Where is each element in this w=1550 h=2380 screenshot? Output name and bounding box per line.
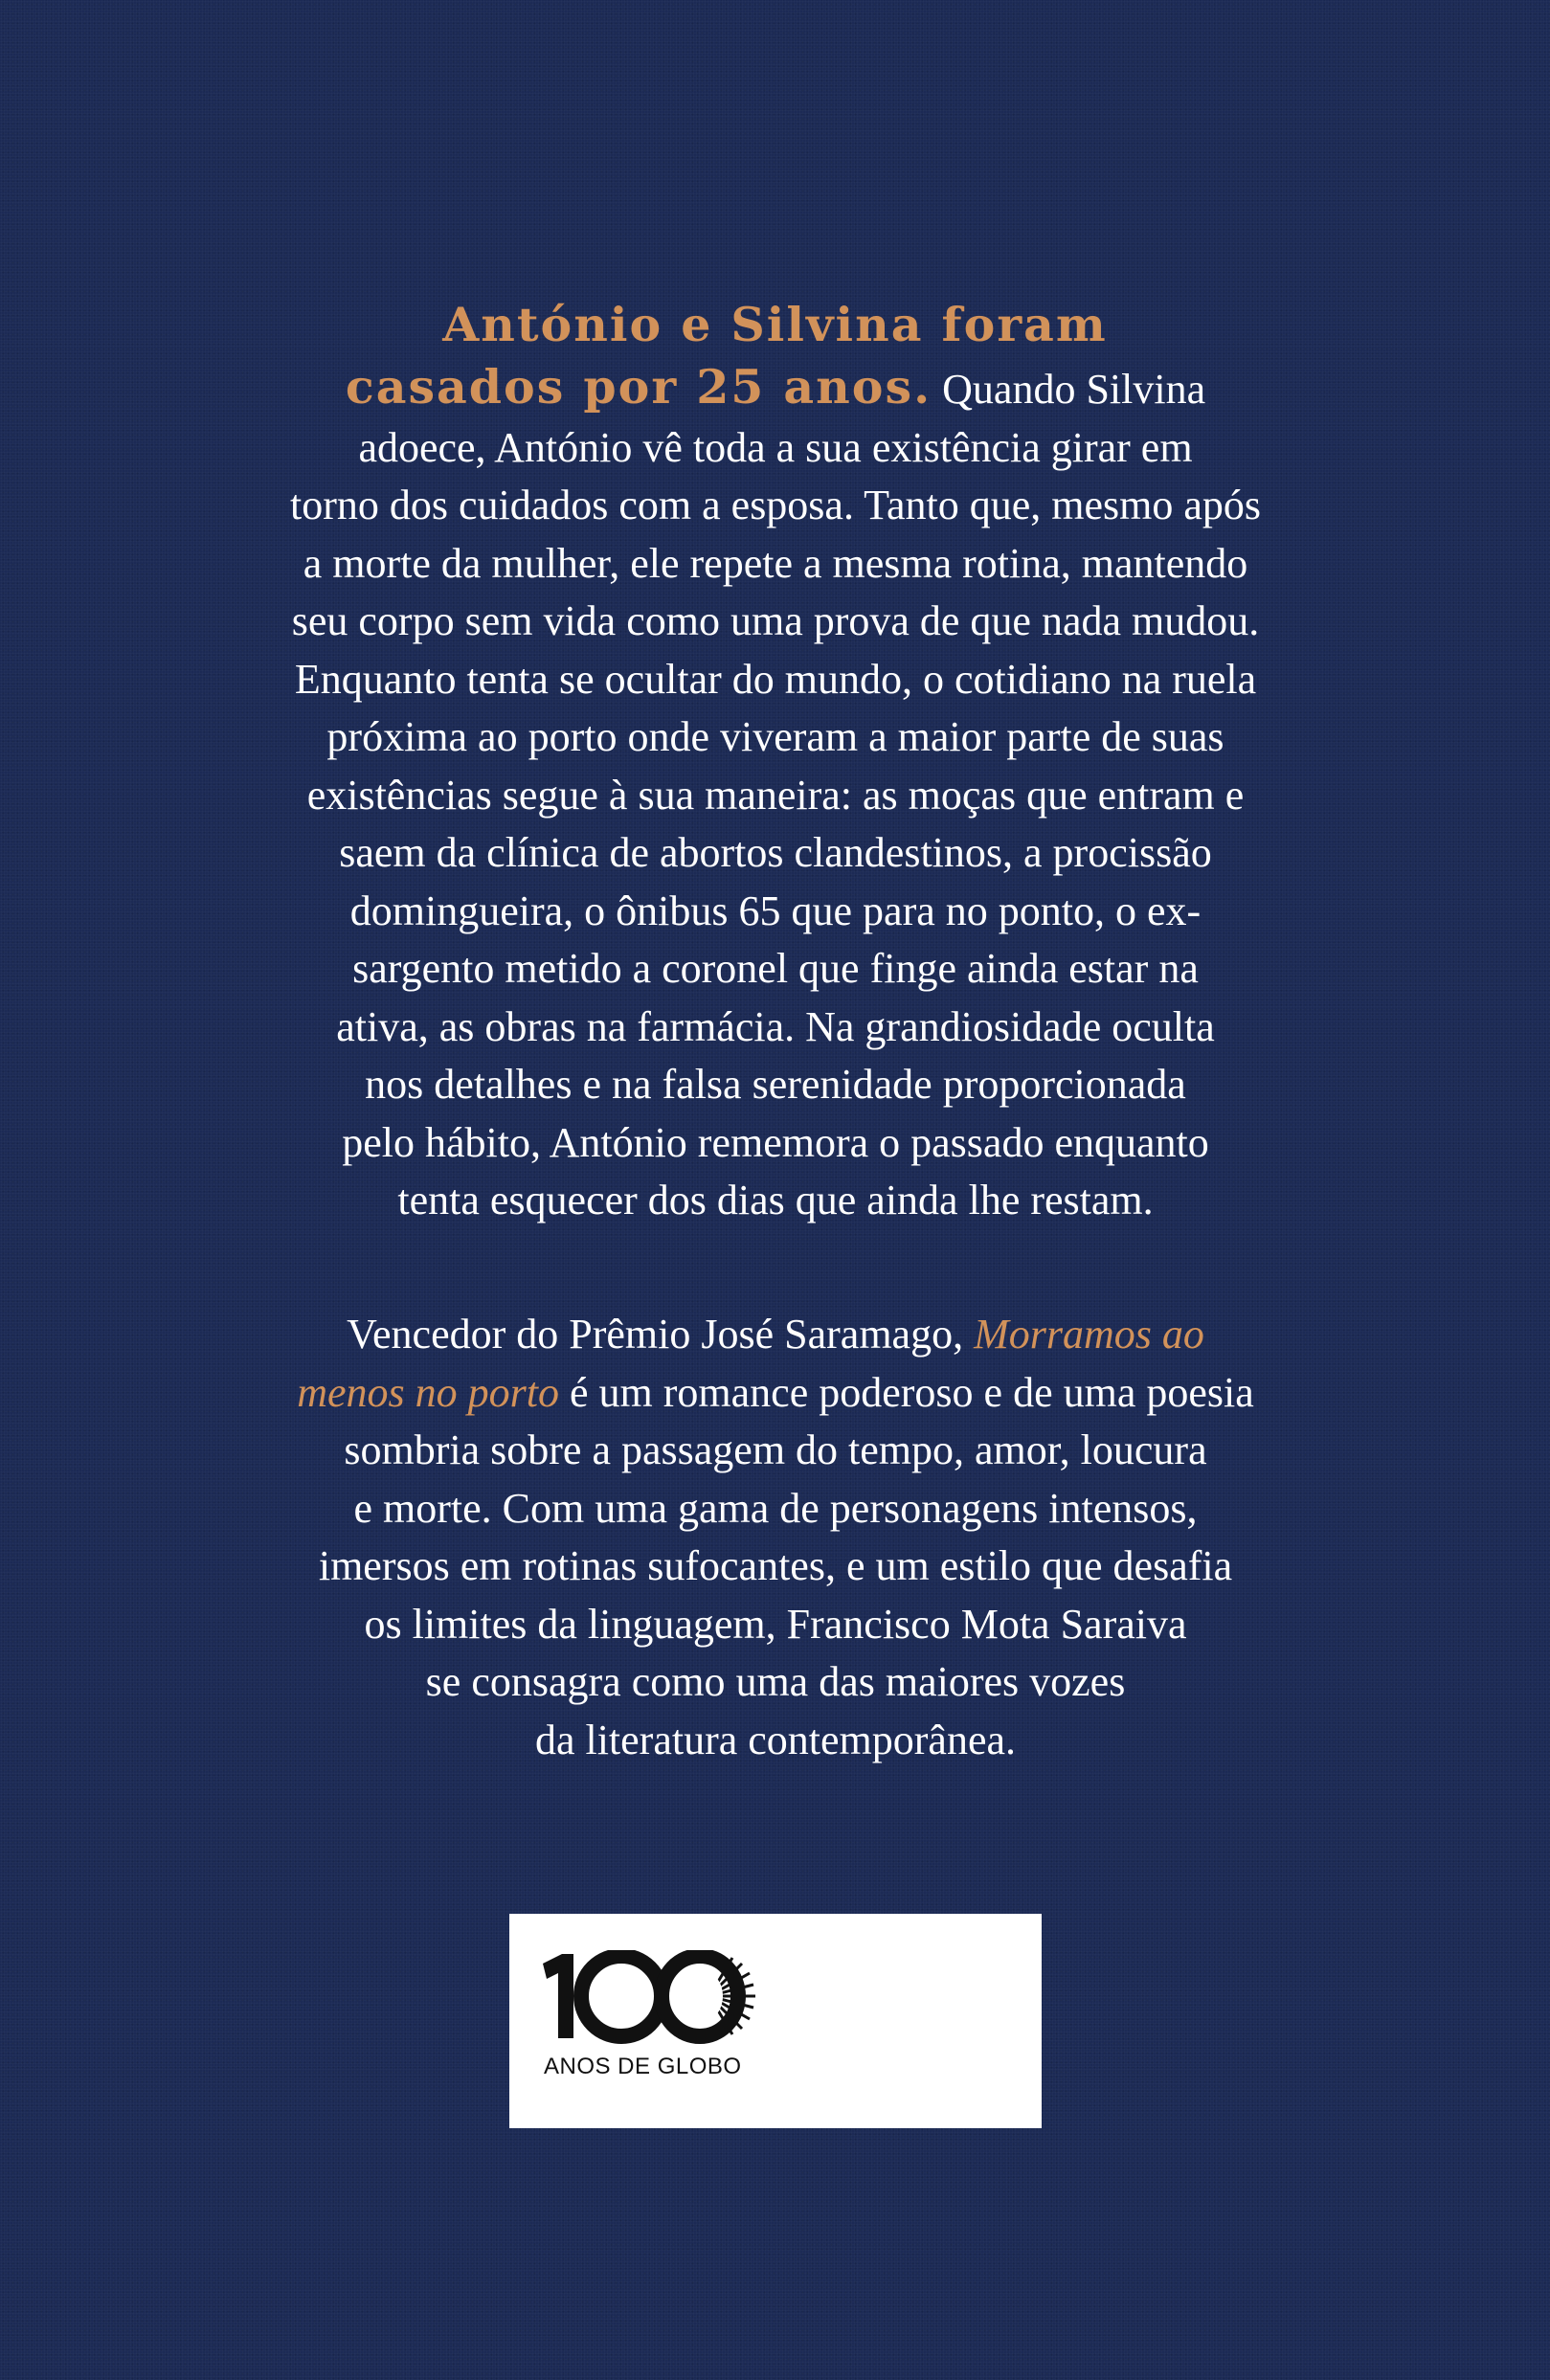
award-line-2 <box>191 1364 1359 1423</box>
award-line: se consagra como uma das maiores vozes <box>425 1658 1126 1705</box>
synopsis-paragraph <box>191 358 1359 1230</box>
synopsis-line-1 <box>191 358 1359 419</box>
headline-text-2: casados por 25 anos. <box>345 359 932 415</box>
award-line: da literatura contemporânea. <box>534 1716 1017 1763</box>
synopsis-line: nos detalhes e na falsa serenidade proporcionada <box>365 1061 1186 1108</box>
book-title-part-2: menos no porto <box>297 1368 560 1416</box>
synopsis-line: torno dos cuidados com a esposa. Tanto que, mesmo após <box>289 482 1262 528</box>
award-line-1-prefix: Vencedor do Prêmio José Saramago, <box>347 1311 964 1358</box>
award-line: os limites da linguagem, Francisco Mota Saraiva <box>364 1600 1187 1648</box>
synopsis-line: próxima ao porto onde viveram a maior parte de suas <box>326 713 1224 760</box>
synopsis-line: ativa, as obras na farmácia. Na grandiosidade oculta <box>336 1002 1215 1050</box>
award-paragraph <box>191 1306 1359 1769</box>
publisher-logo-box <box>509 1914 1042 2128</box>
synopsis-line: saem da clínica de abortos clandestinos, a procissão <box>339 829 1212 876</box>
synopsis-line: pelo hábito, António rememora o passado enquanto <box>342 1118 1209 1166</box>
synopsis-line: sargento metido a coronel que finge ainda estar na <box>352 945 1199 992</box>
synopsis-line: domingueira, o ônibus 65 que para no ponto, o ex- <box>349 887 1202 934</box>
award-line-2-suffix: é um romance poderoso e de uma poesia <box>570 1368 1254 1416</box>
synopsis-line-1-tail: Quando Silvina <box>942 366 1206 413</box>
synopsis-line: seu corpo sem vida como uma prova de que nada mudou. <box>291 597 1260 644</box>
award-line: sombria sobre a passagem do tempo, amor, loucura <box>344 1426 1207 1473</box>
synopsis-line: existências segue à sua maneira: as moças que entram e <box>306 771 1245 819</box>
synopsis-line: a morte da mulher, ele repete a mesma rotina, mantendo <box>303 539 1248 587</box>
synopsis-line: adoece, António vê toda a sua existência girar em <box>358 423 1193 471</box>
headline-text-1: António e Silvina foram <box>442 297 1108 352</box>
award-line-1 <box>191 1306 1359 1364</box>
logo-caption: ANOS DE GLOBO <box>544 2054 742 2079</box>
award-line: imersos em rotinas sufocantes, e um estilo que desafia <box>318 1542 1233 1589</box>
100-anos-logo-mark <box>541 1950 761 2046</box>
headline-line-1 <box>0 293 1550 356</box>
synopsis-line: tenta esquecer dos dias que ainda lhe restam. <box>397 1177 1154 1224</box>
award-line: e morte. Com uma gama de personagens intensos, <box>353 1484 1198 1532</box>
book-title-part-1: Morramos ao <box>974 1311 1204 1358</box>
synopsis-line: Enquanto tenta se ocultar do mundo, o cotidiano na ruela <box>294 655 1257 703</box>
